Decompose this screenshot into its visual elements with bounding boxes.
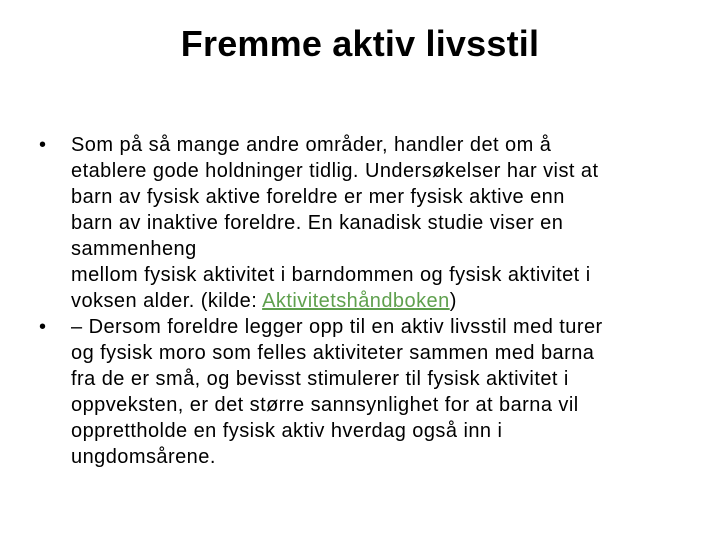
source-prefix: voksen alder. (kilde: bbox=[71, 290, 263, 312]
bullet-1-line-4: barn av inaktive foreldre. En kanadisk studie viser en bbox=[71, 212, 564, 234]
bullet-2-line-6: ungdomsårene. bbox=[71, 446, 216, 468]
bullet-2-line-1: – Dersom foreldre legger opp til en aktiv livsstil med turer bbox=[71, 316, 603, 338]
bullet-1-line-2: etablere gode holdninger tidlig. Undersøkelser har vist at bbox=[71, 160, 599, 182]
bullet-2-line-5: opprettholde en fysisk aktiv hverdag også inn i bbox=[71, 420, 503, 442]
bullet-1-line-1: Som på så mange andre områder, handler det om å bbox=[71, 134, 552, 156]
aktivitetshandboken-link[interactable]: Aktivitetshåndboken bbox=[262, 290, 450, 312]
bullet-item-2 bbox=[36, 314, 686, 470]
bullet-2-line-4: oppveksten, er det større sannsynlighet for at barna vil bbox=[71, 394, 579, 416]
bullet-2-line-2: og fysisk moro som felles aktiviteter sammen med barna bbox=[71, 342, 595, 364]
bullet-list bbox=[36, 132, 686, 470]
slide-title: Fremme aktiv livsstil bbox=[180, 23, 540, 64]
bullet-1-line-6: mellom fysisk aktivitet i barndommen og fysisk aktivitet i bbox=[71, 264, 591, 286]
bullet-1-line-3: barn av fysisk aktive foreldre er mer fysisk aktive enn bbox=[71, 186, 565, 208]
bullet-item-1 bbox=[36, 132, 686, 314]
bullet-1-line-7 bbox=[71, 288, 686, 314]
bullet-2-line-3: fra de er små, og bevisst stimulerer til fysisk aktivitet i bbox=[71, 368, 569, 390]
bullet-1-line-5: sammenheng bbox=[71, 238, 197, 260]
bullet-icon: • bbox=[39, 316, 47, 338]
bullet-icon: • bbox=[39, 134, 47, 156]
source-suffix: ) bbox=[449, 290, 457, 312]
